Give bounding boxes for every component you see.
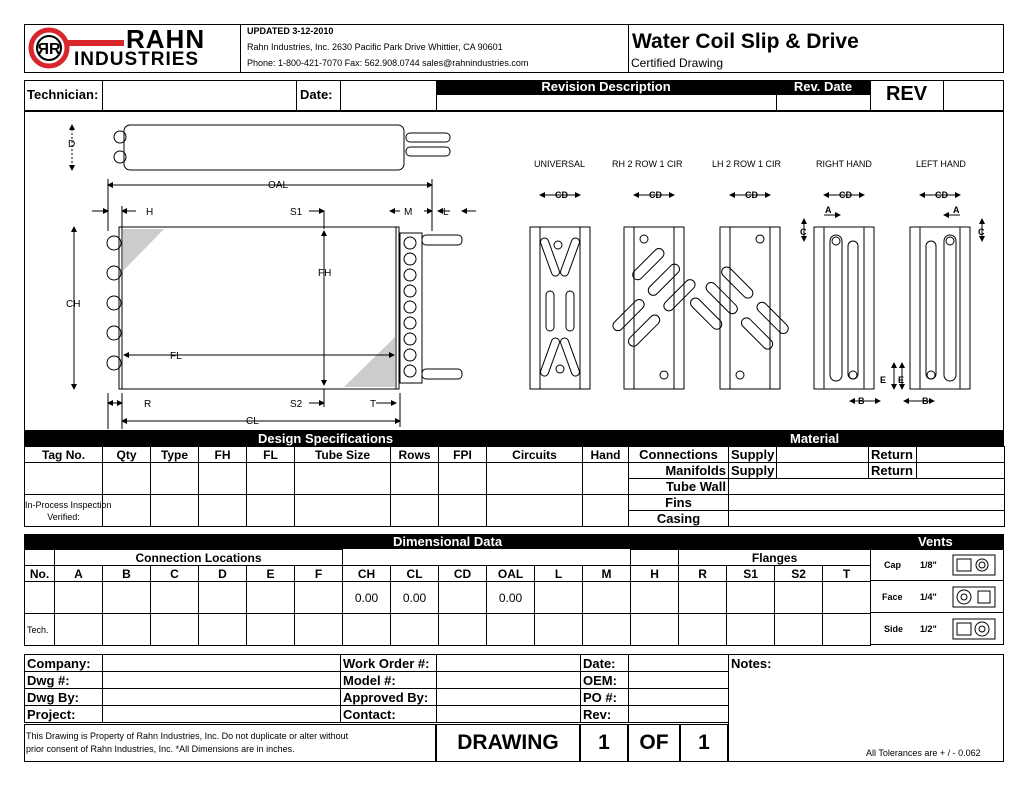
dim-col-s2: S2 (775, 566, 823, 582)
design-row-1 (25, 463, 629, 495)
c-label-rh: C (800, 227, 807, 237)
col-fl: FL (247, 447, 295, 463)
disclaimer-box (24, 724, 436, 762)
dim-col-m: M (583, 566, 631, 582)
rev-label: REV (885, 83, 928, 105)
view-left-hand (902, 195, 982, 401)
top-connection-1 (406, 133, 450, 142)
dim-row-1 (25, 582, 871, 614)
material-row-connections (629, 447, 1005, 463)
page-title: Water Coil Slip & Drive (632, 30, 859, 53)
col-tube-size: Tube Size (295, 447, 391, 463)
po-label: PO #: (581, 689, 629, 706)
vent-face-size: 1/4" (920, 592, 937, 602)
footer-row-3 (25, 689, 729, 706)
col-fpi: FPI (439, 447, 487, 463)
footer-row-2 (25, 672, 729, 689)
dimensional-header (24, 534, 1004, 549)
dim-label-l: L (443, 207, 449, 218)
dim-col-cd: CD (439, 566, 487, 582)
dim-label-h: H (146, 207, 154, 218)
rev-div-5 (776, 95, 777, 111)
material-label-connections: Connections (629, 447, 729, 463)
dim-col-b: B (103, 566, 151, 582)
vent-side-name: Side (884, 624, 904, 634)
dim-value-ch[interactable]: 0.00 (343, 582, 391, 614)
technician-label: Technician: (27, 87, 99, 102)
of-label: OF (639, 731, 669, 754)
rev-date-header: Rev. Date (776, 80, 870, 95)
phone-text: Phone: 1-800-421-7070 Fax: 562.908.0744 sales@rahnindustries.com (247, 58, 529, 68)
view-label-universal: UNIVERSAL (534, 159, 586, 169)
tech-label: Tech. (25, 614, 55, 646)
vent-row-face (870, 581, 1004, 613)
dim-columns-row (25, 566, 871, 582)
cd-label-3: CD (745, 190, 758, 200)
notes-label: Notes: (731, 656, 772, 671)
view-label-right-hand: RIGHT HAND (816, 159, 872, 169)
view-label-lh2: LH 2 ROW 1 CIR (712, 159, 782, 169)
dim-col-ch: CH (343, 566, 391, 582)
disclaimer-line-2: prior consent of Rahn Industries, Inc. *All Dimensions are in inches. (26, 744, 295, 754)
dim-label-s2: S2 (290, 399, 303, 410)
rev-div-7 (943, 80, 944, 111)
dim-label-fh: FH (318, 268, 332, 279)
inspection-cell (25, 495, 112, 527)
dimensional-table (24, 549, 871, 646)
dim-col-s1: S1 (727, 566, 775, 582)
footer-table (24, 654, 729, 723)
view-rh2row (595, 195, 697, 389)
col-circuits: Circuits (487, 447, 583, 463)
e-label-rh: E (880, 375, 887, 385)
material-title: Material (790, 431, 840, 446)
dim-label-fl: FL (170, 351, 182, 362)
approved-by-label: Approved By: (341, 689, 437, 706)
col-qty: Qty (103, 447, 151, 463)
dim-label-cl: CL (246, 416, 259, 427)
date-label: Date: (300, 87, 333, 102)
vent-side-icon (952, 617, 996, 641)
a-label-rh: A (825, 205, 832, 215)
material-row-casing (629, 511, 1005, 527)
header-divider-1 (240, 24, 241, 73)
project-label: Project: (25, 706, 103, 723)
header-divider-2 (628, 24, 629, 73)
view-universal (530, 195, 590, 389)
b-label-rh: B (858, 396, 865, 406)
flanges-header: Flanges (679, 550, 871, 566)
work-order-label: Work Order #: (341, 655, 437, 672)
dim-col-d: D (199, 566, 247, 582)
updated-text: UPDATED 3-12-2010 (247, 26, 334, 36)
vents-title: Vents (918, 534, 953, 549)
col-hand: Hand (583, 447, 629, 463)
contact-label: Contact: (341, 706, 437, 723)
vent-face-icon (952, 585, 996, 609)
material-row-manifolds (629, 463, 1005, 479)
a-label-lh: A (953, 205, 960, 215)
dim-label-s1: S1 (290, 207, 303, 218)
revision-description-header: Revision Description (436, 80, 776, 95)
material-label-manifolds: Manifolds (629, 463, 729, 479)
logo-bottom-text: INDUSTRIES (74, 49, 200, 70)
dim-value-cl[interactable]: 0.00 (391, 582, 439, 614)
col-tag-no: Tag No. (25, 447, 103, 463)
model-label: Model #: (341, 672, 437, 689)
view-label-rh2: RH 2 ROW 1 CIR (612, 159, 683, 169)
logo-top-text: RAHN (126, 24, 206, 54)
rev-div-1 (102, 80, 103, 111)
dim-col-t: T (823, 566, 871, 582)
vent-cap-icon (952, 553, 996, 577)
dim-value-oal[interactable]: 0.00 (487, 582, 535, 614)
dim-row-tech (25, 614, 871, 646)
rev-div-2 (296, 80, 297, 111)
cd-label-1: CD (555, 190, 568, 200)
address-text: Rahn Industries, Inc. 2630 Pacific Park Drive Whittier, CA 90601 (247, 42, 503, 52)
dim-col-c: C (151, 566, 199, 582)
cd-label-4: CD (839, 190, 852, 200)
footer-date-label: Date: (581, 655, 629, 672)
top-connection-2 (406, 147, 450, 156)
company-label: Company: (25, 655, 103, 672)
cd-label-2: CD (649, 190, 662, 200)
design-spec-header (24, 431, 1004, 446)
vent-row-cap (870, 549, 1004, 581)
view-right-hand (804, 195, 894, 401)
rahn-logo (28, 24, 233, 71)
conn-locations-header: Connection Locations (55, 550, 343, 566)
material-table (628, 446, 1005, 527)
view-lh2row (688, 195, 790, 389)
coil-drawing (24, 111, 1004, 431)
vent-side-size: 1/2" (920, 624, 937, 634)
material-label-casing: Casing (629, 511, 729, 527)
design-spec-title: Design Specifications (258, 431, 394, 446)
view-label-left-hand: LEFT HAND (916, 159, 966, 169)
dim-col-r: R (679, 566, 727, 582)
top-view-body (124, 125, 404, 170)
col-type: Type (151, 447, 199, 463)
material-label-tube-wall: Tube Wall (629, 479, 729, 495)
col-rows: Rows (391, 447, 439, 463)
dim-col-oal: OAL (487, 566, 535, 582)
dim-label-d: D (68, 139, 76, 150)
vent-face-name: Face (882, 592, 903, 602)
footer-rev-label: Rev: (581, 706, 629, 723)
dim-label-ch: CH (66, 299, 81, 310)
footer-row-4 (25, 706, 729, 723)
dim-label-t: T (370, 399, 377, 410)
right-tube-ends (400, 233, 462, 383)
dwg-no-label: Dwg #: (25, 672, 103, 689)
dim-col-f: F (295, 566, 343, 582)
material-row-tube-wall (629, 479, 1005, 495)
vent-cap-size: 1/8" (920, 560, 937, 570)
dim-col-cl: CL (391, 566, 439, 582)
page-subtitle: Certified Drawing (631, 56, 724, 70)
dim-col-h: H (631, 566, 679, 582)
connections-return-label: Return (869, 447, 917, 463)
dimensional-title: Dimensional Data (393, 534, 503, 549)
dim-label-r: R (144, 399, 152, 410)
c-label-lh: C (978, 227, 985, 237)
material-row-fins (629, 495, 1005, 511)
dim-label-oal: OAL (268, 180, 289, 191)
rev-div-3 (340, 80, 341, 111)
connections-supply-label: Supply (729, 447, 777, 463)
manifolds-return-label: Return (869, 463, 917, 479)
svg-text:ЯR: ЯR (37, 41, 61, 58)
dim-label-m: M (404, 207, 413, 218)
cd-label-5: CD (935, 190, 948, 200)
coil-casing (119, 227, 399, 389)
dwg-by-label: Dwg By: (25, 689, 103, 706)
design-row-2 (25, 495, 629, 527)
dim-col-a: A (55, 566, 103, 582)
sheet-number: 1 (598, 731, 610, 754)
drawing-label: DRAWING (457, 731, 559, 754)
oem-label: OEM: (581, 672, 629, 689)
tolerance-text: All Tolerances are + / - 0.062 (866, 748, 981, 758)
dim-col-no: No. (25, 566, 55, 582)
manifolds-supply-label: Supply (729, 463, 777, 479)
inspection-line-2: Verified: (47, 511, 80, 522)
total-sheets: 1 (698, 731, 710, 754)
vent-row-side (870, 613, 1004, 645)
col-fh: FH (199, 447, 247, 463)
dim-col-l: L (535, 566, 583, 582)
material-label-fins: Fins (629, 495, 729, 511)
design-spec-table (24, 446, 629, 527)
dim-col-e: E (247, 566, 295, 582)
disclaimer-line-1: This Drawing is Property of Rahn Industries, Inc. Do not duplicate or alter without (26, 731, 349, 741)
inspection-line-1: In-Process Inspection (25, 499, 112, 510)
b-label-lh: B (922, 396, 929, 406)
vent-cap-name: Cap (884, 560, 902, 570)
footer-row-1 (25, 655, 729, 672)
e-label-lh: E (898, 375, 905, 385)
